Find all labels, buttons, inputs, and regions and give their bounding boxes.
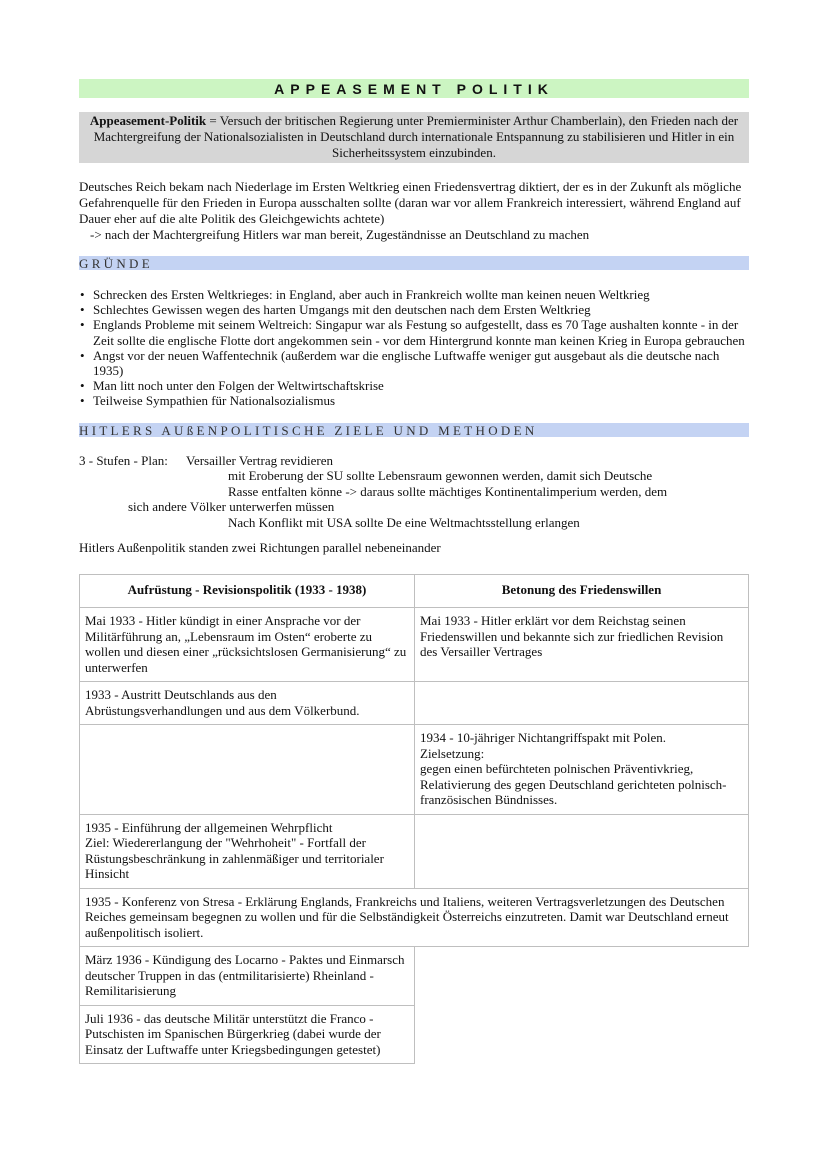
page-title: APPEASEMENT POLITIK (79, 79, 749, 98)
table-cell: 1933 - Austritt Deutschlands aus den Abrüstungsverhandlungen und aus dem Völkerbund. (80, 682, 415, 725)
table-row (80, 814, 749, 888)
bullet-icon: • (80, 317, 85, 333)
definition-box (79, 112, 749, 163)
plan-step-2a: mit Eroberung der SU sollte Lebensraum gewonnen werden, damit sich Deutsche (228, 468, 653, 484)
plan-step-2c: sich andere Völker unterwerfen müssen (128, 499, 335, 515)
bullet-icon: • (80, 287, 85, 302)
list-item: • Angst vor der neuen Waffentechnik (außerdem war die englische Luftwaffe weniger gut ausgebaut als die deutsche nach 1935) (80, 347, 720, 379)
table-cell: Juli 1936 - das deutsche Militär unterstützt die Franco - Putschisten im Spanischen Bürgerkrieg (dabei wurde der Einsatz der Luftwaffe unter Kriegsbedingungen getestet) (80, 1005, 415, 1064)
table-cell: 1935 - Einführung der allgemeinen Wehrpflicht Ziel: Wiedererlangung der "Wehrhoheit" - Fortfall der Rüstungsbeschränkung in zahlenmäßiger und territorialer Hinsicht (80, 814, 415, 888)
table-row (80, 947, 749, 1006)
table-cell: März 1936 - Kündigung des Locarno - Paktes und Einmarsch deutscher Truppen in das (entmilitarisierte) Rheinland - Remilitarisierung (80, 947, 415, 1006)
table-row (80, 682, 749, 725)
definition-term: Appeasement-Politik (89, 113, 207, 128)
table-cell: Mai 1933 - Hitler kündigt in einer Ansprache vor der Militärführung an, „Lebensraum im Osten“ eroberte zu wollen und diesen einer „rücksichtslosen Germanisierung“ zu unterwerfen (80, 608, 415, 682)
section-heading-reasons: GRÜNDE (79, 256, 749, 270)
intro-section (79, 179, 749, 243)
table-cell-empty (415, 947, 749, 1006)
reasons-list (79, 287, 749, 409)
document-page (79, 0, 749, 1064)
plan-step-2b: Rasse entfalten könne -> daraus sollte mächtiges Kontinentalimperium werden, dem (228, 483, 668, 499)
table-row (80, 608, 749, 682)
bullet-icon: • (80, 347, 85, 363)
table-cell-full: 1935 - Konferenz von Stresa - Erklärung Englands, Frankreichs und Italiens, weiteren Vertragsverletzungen des Deutschen Reiches gemeinsam begegnen zu wollen und für die Selbständigkeit Österreichs einzutreten. Damit war Deutschland erneut außenpolitisch isoliert. (80, 888, 749, 947)
intro-arrow-line: -> nach der Machtergreifung Hitlers war man bereit, Zugeständnisse an Deutschland zu machen (90, 227, 590, 242)
plan-step-3: Nach Konflikt mit USA sollte De eine Weltmachtsstellung erlangen (228, 514, 580, 530)
list-item: • Schrecken des Ersten Weltkrieges: in England, aber auch in Frankreich wollte man keinen neuen Weltkrieg (80, 287, 650, 302)
table-cell-empty (415, 814, 749, 888)
three-step-plan (79, 453, 749, 533)
bullet-icon: • (80, 393, 85, 409)
table-cell-empty (415, 682, 749, 725)
list-item: • Teilweise Sympathien für Nationalsozialismus (80, 393, 336, 409)
table-cell: 1934 - 10-jähriger Nichtangriffspakt mit Polen. Zielsetzung: gegen einen befürchteten polnischen Präventivkrieg, Relativierung des gegen Deutschland gerichteten polnisch-französischen Bündnisses. (415, 725, 749, 815)
table-header-rearmament: Aufrüstung - Revisionspolitik (1933 - 1938) (80, 574, 415, 608)
bullet-icon: • (80, 302, 85, 318)
list-item: • Englands Probleme mit seinem Weltreich: Singapur war als Festung so aufgestellt, dass es 70 Tage aushalten konnte - in der Zeit sollte die englische Flotte dort angekommen sein - vor dem Hintergrund konnte man keinen Krieg in Europa gebrauchen (80, 317, 745, 348)
parallel-text: Hitlers Außenpolitik standen zwei Richtungen parallel nebeneinander (79, 539, 441, 555)
policy-table (79, 574, 749, 1065)
table-cell: Mai 1933 - Hitler erklärt vor dem Reichstag seinen Friedenswillen und bekannte sich zur friedlichen Revision des Versailler Vertrages (415, 608, 749, 682)
plan-step-1: Versailler Vertrag revidieren (186, 452, 334, 468)
table-row (80, 888, 749, 947)
table-cell-empty (80, 725, 415, 815)
list-item: • Schlechtes Gewissen wegen des harten Umgangs mit den deutschen nach dem Ersten Weltkrieg (80, 302, 591, 318)
list-item: • Man litt noch unter den Folgen der Weltwirtschaftskrise (80, 378, 384, 394)
intro-paragraph: Deutsches Reich bekam nach Niederlage im Ersten Weltkrieg einen Friedensvertrag diktiert, der es in der Zukunft als mögliche Gefahrenquelle für den Frieden in Europa ausschalten sollte (daran war vor allem Frankreich interessiert, während England auf Dauer eher auf die alte Politik des Gleichgewichts achtete) (79, 179, 742, 226)
table-row (80, 725, 749, 815)
bullet-icon: • (80, 378, 85, 394)
plan-label: 3 - Stufen - Plan: (79, 452, 168, 468)
table-cell-empty (415, 1005, 749, 1064)
definition-text: = Versuch der britischen Regierung unter Premierminister Arthur Chamberlain), den Frieden nach der Machtergreifung der Nationalsozialisten in Deutschland durch internationale Entspannung zu stabilisieren und Hitler in ein Sicherheitssystem einzubinden. (93, 113, 739, 160)
table-header-peace: Betonung des Friedenswillen (415, 574, 749, 608)
table-row (80, 1005, 749, 1064)
table-header-row (80, 574, 749, 608)
section-heading-goals: HITLERS AUßENPOLITISCHE ZIELE UND METHODEN (79, 423, 749, 437)
